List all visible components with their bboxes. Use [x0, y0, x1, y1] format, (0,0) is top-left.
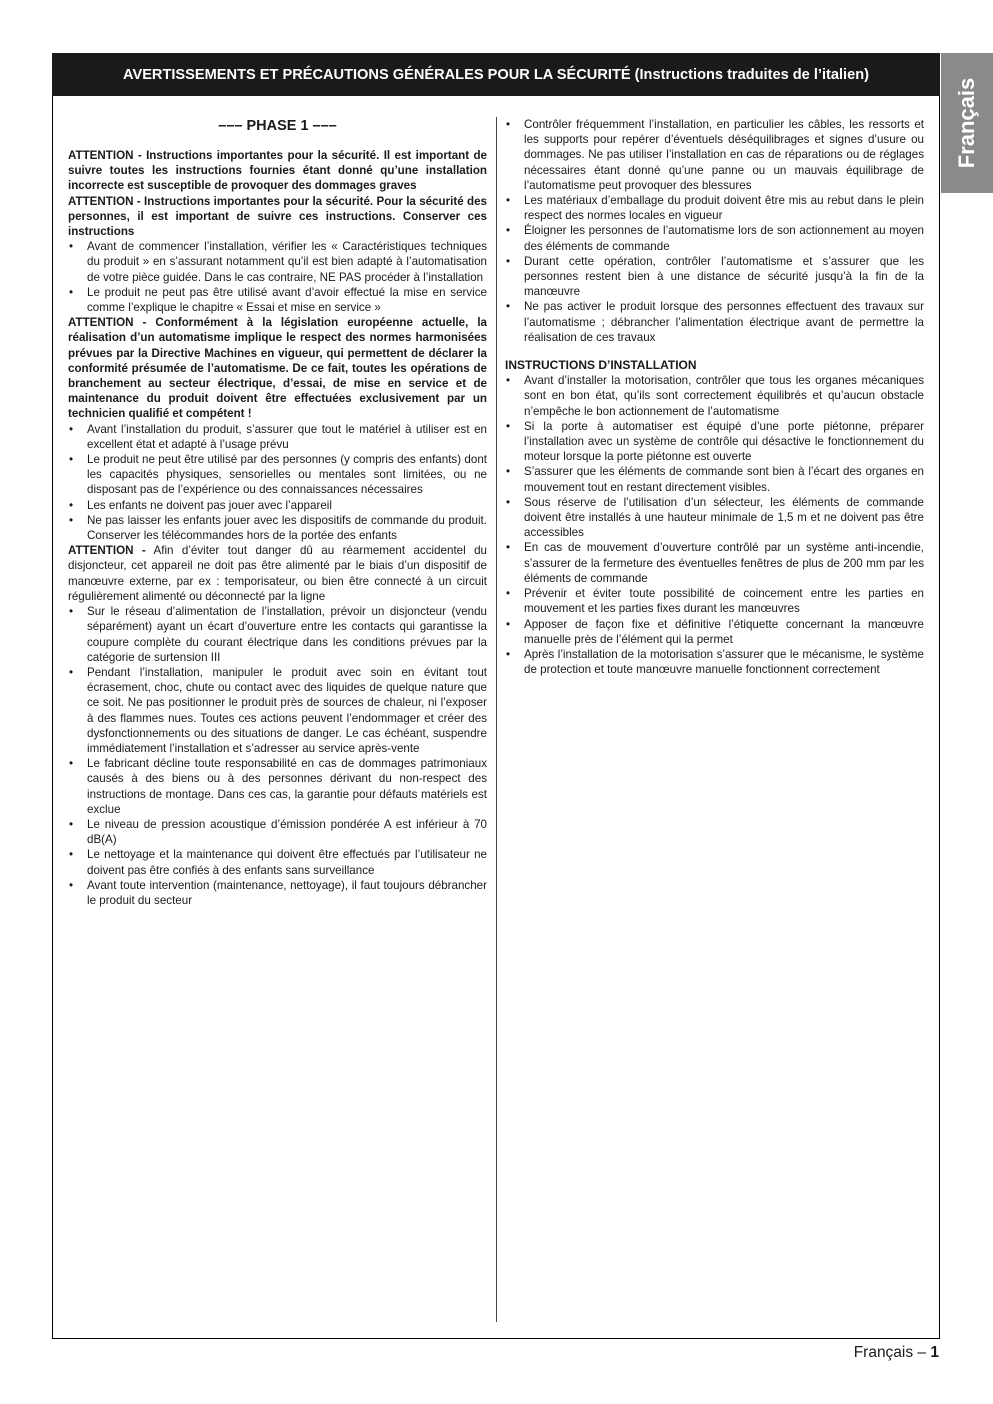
installation-heading: INSTRUCTIONS D’INSTALLATION — [505, 358, 697, 373]
attention-paragraph-4 — [68, 543, 487, 604]
list-item: • Avant toute intervention (maintenance, nettoyage), il faut toujours débrancher le produit du secteur — [68, 878, 487, 908]
attention-label: ATTENTION - — [68, 544, 146, 558]
footer-language: Français – — [853, 1344, 927, 1361]
left-column — [68, 117, 487, 908]
list-item: • Contrôler fréquemment l’installation, en particulier les câbles, les ressorts et les supports pour repérer d’éventuels déséquilibrages et signes d’usure ou dommages. Ne pas utiliser l’installation en cas de réparations ou de réglages nécessaires étant donné qu’une panne ou un mauvais équilibrage de l’automatisme peut provoquer des blessures — [505, 117, 924, 193]
list-item: • Après l’installation de la motorisation s’assurer que le mécanisme, le système de protection et toute manœuvre manuelle fonctionnent correctement — [505, 647, 924, 677]
bullet-list-1 — [68, 239, 487, 315]
list-item: • Sous réserve de l’utilisation d’un sélecteur, les éléments de commande doivent être installés à une hauteur minimale de 1,5 m et ne doivent pas être accessibles — [505, 495, 924, 541]
attention-paragraph-1: ATTENTION - Instructions importantes pour la sécurité. Il est important de suivre toutes les instructions fournies étant donné qu’une installation incorrecte est susceptible de provoquer des dommages graves — [68, 149, 487, 193]
list-item: • En cas de mouvement d’ouverture contrôlé par un système anti-incendie, s’assurer de la fermeture des éventuelles fenêtres de plus de 200 mm par les éléments de commande — [505, 540, 924, 586]
attention-paragraph-2: ATTENTION - Instructions importantes pour la sécurité. Pour la sécurité des personnes, il est important de suivre ces instructions. Conserver ces instructions — [68, 194, 487, 239]
list-item: • Les enfants ne doivent pas jouer avec l’appareil — [68, 498, 487, 513]
bullet-list-2 — [68, 422, 487, 544]
list-item: • Le produit ne peut être utilisé par des personnes (y compris des enfants) dont les capacités physiques, sensorielles ou mentales sont limitées, ou ne disposant pas de l’expérience ou des connaissances nécessaires — [68, 452, 487, 498]
list-item: • Les matériaux d’emballage du produit doivent être mis au rebut dans le plein respect des normes locales en vigueur — [505, 193, 924, 223]
list-item: • Si la porte à automatiser est équipé d’une porte piétonne, préparer l’installation avec un système de contrôle qui désactive le fonctionnement du moteur lorsque la porte piétonne est ouverte — [505, 419, 924, 465]
list-item: • Avant de commencer l’installation, vérifier les « Caractéristiques techniques du produit » en s’assurant notamment qu’il est bien adapté à l’automatisation de votre pièce guidée. Dans le cas contraire, NE PAS procéder à l’installation — [68, 239, 487, 285]
bullet-list-4 — [505, 117, 924, 345]
list-item: • Avant l’installation du produit, s’assurer que tout le matériel à utiliser est en excellent état et adapté à l’usage prévu — [68, 422, 487, 452]
list-item: • Pendant l’installation, manipuler le produit avec soin en évitant tout écrasement, choc, chute ou contact avec des liquides de quelque nature que ce soit. Ne pas positionner le produit près de sources de chaleur, ni l’exposer à des flammes nues. Toutes ces actions peuvent l’endommager et créer des dysfonctionnements ou des situations de danger. Le cas échéant, suspendre immédiatement l’installation et s’adresser au service après-vente — [68, 665, 487, 756]
bullet-list-3 — [68, 604, 487, 908]
page-title: AVERTISSEMENTS ET PRÉCAUTIONS GÉNÉRALES POUR LA SÉCURITÉ (Instructions traduites de l’italien) — [123, 66, 869, 83]
list-item: • Le fabricant décline toute responsabilité en cas de dommages patrimoniaux causés à des biens ou à des personnes dérivant du non-respect des instructions de montage. Dans ces cas, la garantie pour défauts matériels est exclue — [68, 756, 487, 817]
phase-title: ––– PHASE 1 ––– — [218, 118, 337, 134]
bullet-list-5 — [505, 373, 924, 677]
attention-text: Afin d’éviter tout danger dû au réarmement accidentel du disjoncteur, cet appareil ne doit pas être alimenté par le biais d’un dispositif de manœuvre externe, par ex : temporisateur, ou bien être connecté à un circuit régulièrement alimenté ou déconnecté par la ligne — [68, 544, 487, 603]
language-tab — [941, 53, 993, 193]
list-item: • Durant cette opération, contrôler l’automatisme et s’assurer que les personnes restent bien à une distance de sécurité jusqu’à la fin de la manœuvre — [505, 254, 924, 300]
page-number: 1 — [930, 1344, 939, 1361]
list-item: • Prévenir et éviter toute possibilité de coincement entre les parties en mouvement et les parties fixes durant les manœuvres — [505, 586, 924, 616]
language-tab-label: Français — [954, 77, 979, 169]
page-footer — [854, 1344, 939, 1362]
list-item: • Sur le réseau d’alimentation de l’installation, prévoir un disjoncteur (vendu séparément) ayant un écart d’ouverture entre les contacts qui garantisse la coupure complète du courant électrique dans les conditions prévues par la catégorie de surtension III — [68, 604, 487, 665]
list-item: • Éloigner les personnes de l’automatisme lors de son actionnement au moyen des éléments de commande — [505, 223, 924, 253]
list-item: • S’assurer que les éléments de commande sont bien à l’écart des organes en mouvement tout en restant directement visibles. — [505, 464, 924, 494]
list-item: • Ne pas activer le produit lorsque des personnes effectuent des travaux sur l’automatisme ; débrancher l’alimentation électrique avant de permettre la réalisation de ces travaux — [505, 299, 924, 345]
page-title-bar — [52, 53, 940, 96]
column-divider — [496, 117, 497, 1322]
list-item: • Le niveau de pression acoustique d’émission pondérée A est inférieur à 70 dB(A) — [68, 817, 487, 847]
right-column — [505, 117, 924, 677]
list-item: • Le produit ne peut pas être utilisé avant d’avoir effectué la mise en service comme l’explique le chapitre « Essai et mise en service » — [68, 285, 487, 315]
list-item: • Avant d’installer la motorisation, contrôler que tous les organes mécaniques sont en bon état, qu’ils sont correctement équilibrés et qu’aucun obstacle n’empêche le bon actionnement de l’automatisme — [505, 373, 924, 419]
list-item: • Apposer de façon fixe et définitive l’étiquette concernant la manœuvre manuelle près de l’élément qui la permet — [505, 617, 924, 647]
attention-paragraph-3: ATTENTION - Conformément à la législation européenne actuelle, la réalisation d’un automatisme implique le respect des normes harmonisées prévues par la Directive Machines en vigueur, qui permettent de déclarer la conformité présumée de l’automatisme. De ce fait, toutes les opérations de branchement au secteur électrique, d’essai, de mise en service et de maintenance du produit doivent être effectuées exclusivement par un technicien qualifié et compétent ! — [68, 316, 487, 421]
list-item: • Le nettoyage et la maintenance qui doivent être effectués par l’utilisateur ne doivent pas être confiés à des enfants sans surveillance — [68, 847, 487, 877]
list-item: • Ne pas laisser les enfants jouer avec les dispositifs de commande du produit. Conserver les télécommandes hors de la portée des enfants — [68, 513, 487, 543]
